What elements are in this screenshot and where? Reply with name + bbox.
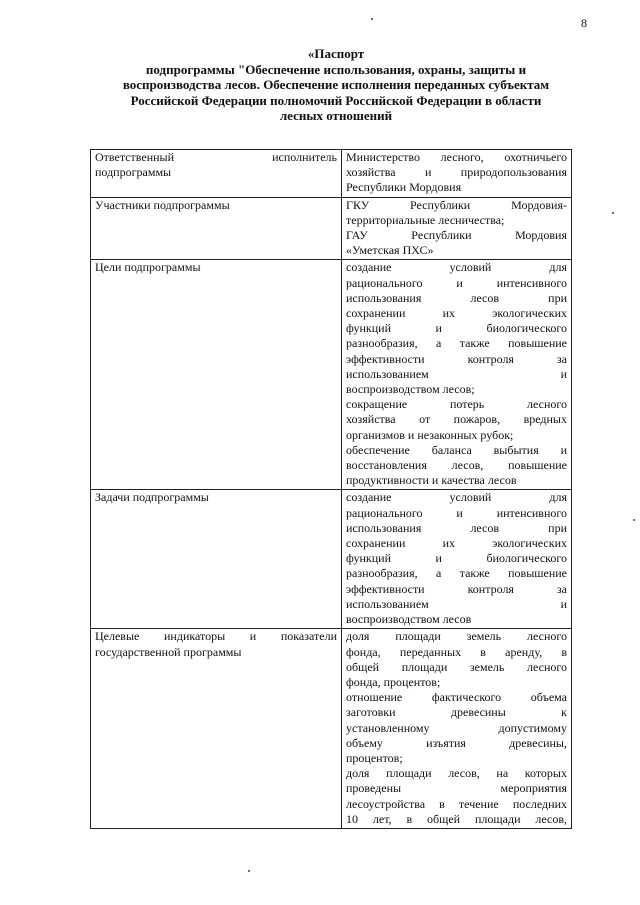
row-value-line: доля площади лесов, на которых [346, 766, 567, 781]
row-value-line: разнообразия, а также повышение [346, 566, 567, 581]
row-value-line: использования лесов при [346, 290, 567, 305]
row-value-line: продуктивности и качества лесов [346, 473, 517, 488]
row-value-line: функций и биологического [346, 321, 567, 336]
row-value-line: воспроизводством лесов; [346, 382, 475, 397]
title-line: «Паспорт [307, 46, 365, 61]
row-value-line: Министерство лесного, охотничьего [346, 150, 567, 164]
row-value-line: сокращение потерь лесного [346, 397, 567, 412]
row-value-line: заготовки древесины к [346, 705, 567, 720]
row-label-cell [91, 260, 342, 490]
passport-table-container [90, 149, 574, 894]
row-value-line: эффективности контроля за [346, 581, 567, 596]
row-value-line: сохранении их экологических [346, 536, 567, 551]
row-value-line: лесоустройства в течение последних [346, 796, 567, 811]
row-value-line: использованием и [346, 596, 567, 611]
page-number: 8 [581, 16, 587, 30]
row-value-line: воспроизводством лесов [346, 612, 472, 627]
row-value-cell [342, 629, 572, 829]
row-value-line: обеспечение баланса выбытия и [346, 442, 567, 457]
row-value-line: фонда, процентов; [346, 674, 441, 689]
title-line: подпрограммы "Обеспечение использования, охраны, защиты и [145, 61, 527, 77]
title-line: лесных отношений [279, 108, 393, 123]
row-value-line: отношение фактического объема [346, 690, 567, 705]
row-value-line: 10 лет, в общей площади лесов, [346, 811, 567, 826]
row-value-cell [342, 150, 572, 198]
row-value-line: сохранении их экологических [346, 306, 567, 321]
row-value-line: создание условий для [346, 490, 567, 505]
row-value-line: ГАУ Республики Мордовия [346, 228, 567, 243]
row-value-line: рационального и интенсивного [346, 505, 567, 520]
row-value-line: рационального и интенсивного [346, 275, 567, 290]
row-value-line: установленному допустимому [346, 720, 567, 735]
row-value-line: использования лесов при [346, 520, 567, 535]
row-value-line: объему изъятия древесины, [346, 735, 567, 750]
row-value-line: использованием и [346, 366, 567, 381]
row-value-line: Республики Мордовия [346, 180, 462, 195]
passport-table-body [91, 150, 572, 829]
table-row [91, 197, 572, 260]
table-row [91, 629, 572, 829]
row-label-cell [91, 629, 342, 829]
title-line: Российской Федерации полномочий Российской Федерации в области [130, 92, 542, 108]
document-title [86, 46, 586, 124]
row-value-line: хозяйства от пожаров, вредных [346, 412, 567, 427]
row-label-line: Задачи подпрограммы [95, 490, 209, 505]
row-value-line: создание условий для [346, 260, 567, 275]
row-label-line: подпрограммы [95, 165, 172, 180]
row-value-line: общей площади земель лесного [346, 659, 567, 674]
row-label-line: Целевые индикаторы и показатели [95, 629, 337, 644]
row-value-line: функций и биологического [346, 551, 567, 566]
row-value-line: территориальные лесничества; [346, 212, 505, 227]
passport-table [90, 149, 572, 829]
row-value-line: хозяйства и природопользования [346, 165, 567, 180]
row-label-line: государственной программы [95, 644, 242, 659]
row-label-line: Цели подпрограммы [95, 260, 201, 275]
row-value-line: разнообразия, а также повышение [346, 336, 567, 351]
row-value-line: доля площади земель лесного [346, 629, 567, 644]
row-value-line: «Уметская ПХС» [346, 243, 434, 258]
row-value-cell [342, 490, 572, 629]
row-label-line: Ответственный исполнитель [95, 150, 337, 164]
table-row [91, 150, 572, 198]
row-value-line: проведены мероприятия [346, 781, 567, 796]
title-line: воспроизводства лесов. Обеспечение исполнения переданных субъектам [122, 77, 550, 92]
row-label-cell [91, 197, 342, 260]
row-value-line: эффективности контроля за [346, 351, 567, 366]
row-value-line: восстановления лесов, повышение [346, 458, 567, 473]
row-label-cell [91, 150, 342, 198]
table-row [91, 260, 572, 490]
row-value-cell [342, 260, 572, 490]
row-label-cell [91, 490, 342, 629]
row-value-line: процентов; [346, 750, 403, 765]
row-value-line: организмов и незаконных рубок; [346, 427, 514, 442]
table-row [91, 490, 572, 629]
row-label-line: Участники подпрограммы [95, 197, 230, 212]
row-value-cell [342, 197, 572, 260]
row-value-line: фонда, переданных в аренду, в [346, 644, 567, 659]
row-value-line: ГКУ Республики Мордовия- [346, 197, 567, 212]
